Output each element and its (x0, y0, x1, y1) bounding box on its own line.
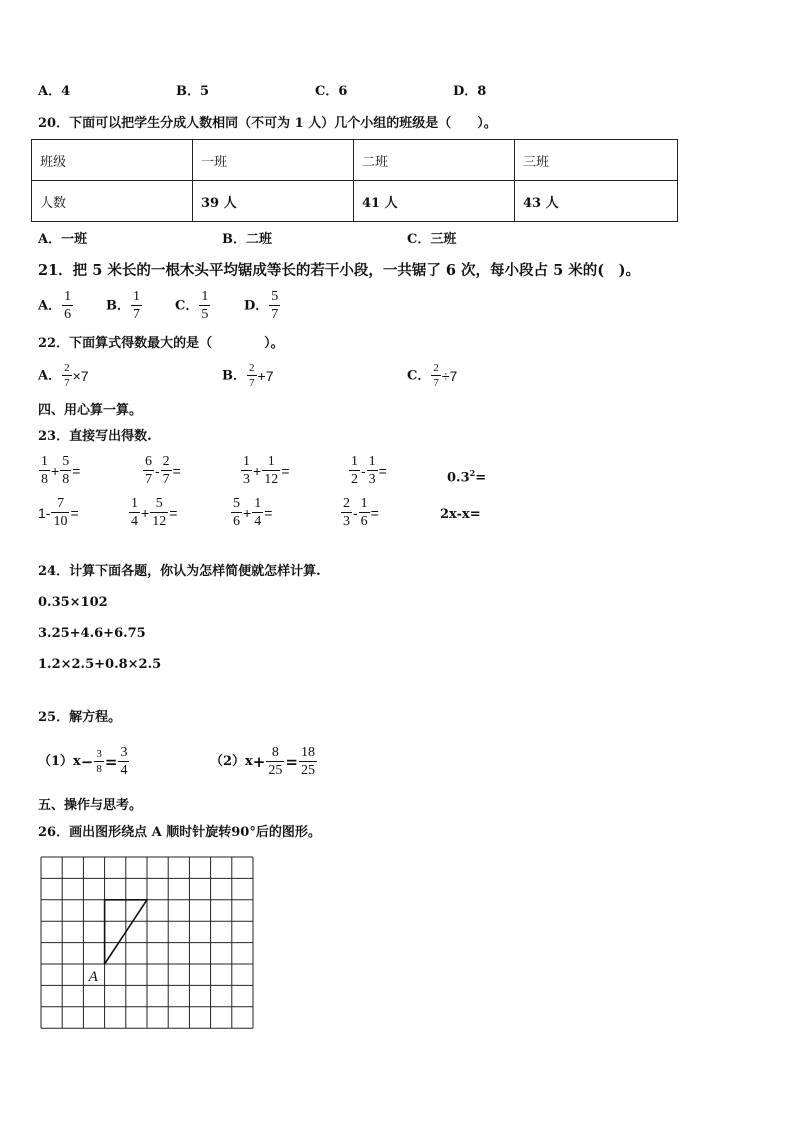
q23-r2-expr4: $\frac{2}{3}$ - $\frac{1}{6}$ = (343, 496, 379, 529)
fraction: $\frac{1}{5}$ (201, 289, 209, 322)
fraction: $\frac{1}{3}$ (243, 454, 250, 487)
grid-lines (41, 857, 253, 1028)
option-label: B． (106, 298, 130, 314)
fraction: $\frac{2}{7}$ (249, 362, 255, 389)
q19-option-d: D．8 (453, 84, 487, 99)
rotation-grid (40, 856, 256, 1030)
fraction: $\frac{7}{10}$ (53, 496, 68, 529)
q23-r2-expr1: 1- $\frac{7}{10}$ = (38, 496, 79, 529)
q19-option-c: C．6 (315, 84, 348, 99)
table-row (32, 181, 678, 222)
q23-r2-expr2: $\frac{1}{4}$ + $\frac{5}{12}$ = (131, 496, 178, 529)
q22-option-b: B． $\frac{2}{7}$ +7 (222, 362, 274, 389)
q23-r2-expr3: $\frac{5}{6}$ + $\frac{1}{4}$ = (233, 496, 273, 529)
fraction: $\frac{2}{7}$ (433, 362, 439, 389)
fraction: $\frac{18}{25}$ (300, 745, 315, 778)
table-cell: 39 人 (193, 181, 354, 222)
fraction: $\frac{1}{4}$ (131, 496, 138, 529)
q20-option-a: A．一班 (38, 232, 88, 247)
section-4-heading: 四、用心算一算。 (38, 403, 143, 418)
q24-item-1: 0.35×102 (38, 595, 108, 610)
fraction: $\frac{5}{7}$ (271, 289, 279, 322)
q26-stem: 26．画出图形绕点 A 顺时针旋转90°后的图形。 (38, 825, 321, 840)
q23-r1-expr5: $0.3^2=$ (447, 468, 487, 486)
q24-stem: 24．计算下面各题，你认为怎样简便就怎样计算. (38, 564, 321, 579)
fraction: $\frac{6}{7}$ (145, 454, 152, 487)
q20-option-c: C．三班 (407, 232, 457, 247)
q21-option-d (244, 290, 281, 322)
fraction: $\frac{3}{4}$ (120, 745, 128, 778)
q22-option-c: C． $\frac{2}{7}$ ÷7 (407, 362, 458, 389)
fraction: $\frac{1}{4}$ (254, 496, 262, 529)
fraction: $\frac{2}{3}$ (343, 496, 350, 529)
point-a-label: A (88, 969, 98, 985)
table-cell: 二班 (354, 140, 515, 181)
q19-option-b: B．5 (176, 84, 210, 99)
q21-option-c (175, 290, 211, 322)
table-cell: 43 人 (515, 181, 678, 222)
option-label: C． (175, 298, 199, 314)
class-table (31, 139, 678, 222)
table-cell: 一班 (193, 140, 354, 181)
fraction: $\frac{5}{8}$ (62, 454, 70, 487)
q23-r1-expr2: $\frac{6}{7}$ - $\frac{2}{7}$ = (145, 454, 181, 487)
q20-stem: 20．下面可以把学生分成人数相同（不可为 1 人）几个小组的班级是（ ）。 (38, 116, 497, 131)
fraction: $\frac{1}{8}$ (41, 454, 48, 487)
fraction: $\frac{2}{7}$ (162, 454, 170, 487)
fraction: $\frac{2}{7}$ (64, 362, 70, 389)
q19-option-a: A．4 (38, 84, 71, 99)
fraction: $\frac{1}{7}$ (133, 289, 140, 322)
q24-item-3: 1.2×2.5+0.8×2.5 (38, 657, 162, 672)
q23-r2-expr5: 2x-x= (440, 507, 481, 522)
fraction: $\frac{3}{8}$ (96, 748, 102, 775)
q25-equation-2: （2）x+ $\frac{8}{25}$ = $\frac{18}{25}$ (210, 745, 315, 778)
fraction: $\frac{5}{12}$ (152, 496, 167, 529)
table-row (32, 140, 678, 181)
fraction: $\frac{5}{6}$ (233, 496, 240, 529)
q25-stem: 25．解方程。 (38, 710, 122, 725)
table-cell: 三班 (515, 140, 678, 181)
q22-option-a: A． $\frac{2}{7}$ ×7 (38, 362, 89, 389)
q23-r1-expr4: $\frac{1}{2}$ - $\frac{1}{3}$ = (351, 454, 387, 487)
q23-r1-expr1: $\frac{1}{8}$ + $\frac{5}{8}$ = (41, 454, 81, 487)
table-cell: 41 人 (354, 181, 515, 222)
fraction: $\frac{1}{12}$ (264, 454, 279, 487)
q21-option-a (38, 290, 74, 322)
fraction: $\frac{8}{25}$ (268, 745, 283, 778)
q23-stem: 23．直接写出得数. (38, 429, 152, 444)
q25-equation-1: （1）x− $\frac{3}{8}$ = $\frac{3}{4}$ (38, 745, 128, 778)
q22-stem: 22．下面算式得数最大的是（ ）。 (38, 336, 284, 351)
q20-option-b: B．二班 (222, 232, 272, 247)
section-5-heading: 五、操作与思考。 (38, 798, 143, 813)
table-cell: 人数 (32, 181, 193, 222)
fraction: $\frac{1}{2}$ (351, 454, 358, 487)
q21-option-b (106, 290, 143, 322)
table-cell: 班级 (32, 140, 193, 181)
option-label: A． (38, 298, 62, 314)
q23-r1-expr3: $\frac{1}{3}$ + $\frac{1}{12}$ = (243, 454, 290, 487)
fraction: $\frac{1}{3}$ (368, 454, 376, 487)
q24-item-2: 3.25+4.6+6.75 (38, 626, 146, 641)
fraction: $\frac{1}{6}$ (360, 496, 368, 529)
fraction: $\frac{1}{6}$ (64, 289, 72, 322)
q21-stem: 21．把 5 米长的一根木头平均锯成等长的若干小段，一共锯了 6 次，每小段占 5 米的( )。 (38, 262, 640, 279)
option-label: D． (244, 298, 269, 314)
